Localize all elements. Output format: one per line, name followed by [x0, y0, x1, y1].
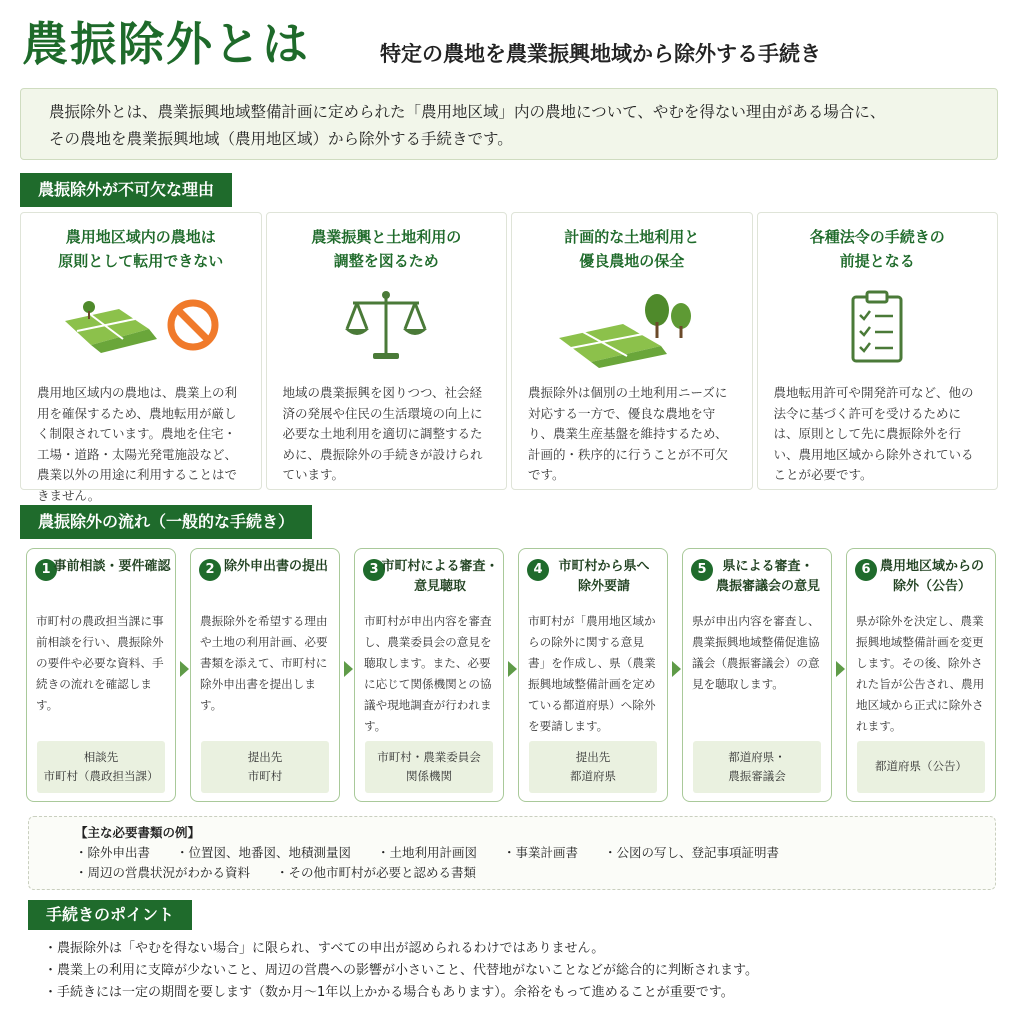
step-number: 6: [855, 559, 877, 581]
reasons-grid: [20, 212, 998, 503]
intro-line-2: その農地を農業振興地域（農用地区域）から除外する手続きです。: [49, 130, 513, 148]
clipboard-checklist-icon: [774, 281, 982, 373]
point-item: ・農業上の利用に支障が少ないこと、周辺の営農への影響が小さいこと、代替地がないことなどが総合的に判断されます。: [44, 963, 758, 978]
point-item: ・手続きには一定の期間を要します（数か月〜1年以上かかる場合もあります）。余裕をもって進めることが重要です。: [44, 985, 734, 1000]
flow-step: [682, 548, 832, 802]
step-contact: 相談先 市町村（農政担当課）: [37, 741, 165, 793]
reason-card: [266, 212, 508, 490]
page-title: 農振除外とは: [22, 17, 310, 71]
reason-title: 農用地区域内の農地は 原則として転用できない: [58, 228, 224, 270]
arrow-right-icon: [672, 661, 681, 677]
step-contact: 都道府県（公告）: [857, 741, 985, 793]
reason-title: 各種法令の手続きの 前提となる: [809, 228, 945, 270]
documents-row: [75, 863, 949, 883]
step-number: 4: [527, 559, 549, 581]
step-contact: 提出先 市町村: [201, 741, 329, 793]
step-title: 市町村から県へ 除外要請: [558, 559, 650, 594]
document-item: ・除外申出書: [75, 845, 151, 860]
page-subtitle: 特定の農地を農業振興地域から除外する手続き: [380, 42, 821, 66]
document-item: ・公図の写し、登記事項証明書: [604, 845, 780, 860]
arrow-right-icon: [344, 661, 353, 677]
intro-line-1: 農振除外とは、農業振興地域整備計画に定められた「農用地区域」内の農地について、やむを得ない理由がある場合に、: [49, 103, 886, 121]
step-contact: 都道府県・ 農振審議会: [693, 741, 821, 793]
step-number: 1: [35, 559, 57, 581]
reason-title: 計画的な土地利用と 優良農地の保全: [564, 228, 700, 270]
arrow-right-icon: [508, 661, 517, 677]
step-text: 市町村が「農用地区域からの除外に関する意見書」を作成し、県（農業振興地域整備計画を定めている都道府県）へ除外を要請します。: [528, 614, 656, 733]
reason-card: [757, 212, 999, 490]
flow-step: [518, 548, 668, 802]
document-item: ・位置図、地番図、地積測量図: [176, 845, 352, 860]
document-item: ・事業計画書: [503, 845, 579, 860]
points-section-label: 手続きのポイント: [28, 900, 192, 930]
field-with-trees-icon: [528, 281, 736, 373]
step-text: 農振除外を希望する理由や土地の利用計画、必要書類を添えて、市町村に除外申出書を提出します。: [200, 614, 328, 712]
points-list: [44, 938, 994, 1004]
reason-text: 農振除外は個別の土地利用ニーズに対応する一方で、優良な農地を守り、農業生産基盤を維持するため、計画的・秩序的に行うことが不可欠です。: [528, 385, 729, 482]
reason-card: [20, 212, 262, 503]
arrow-right-icon: [836, 661, 845, 677]
arrow-right-icon: [180, 661, 189, 677]
flow-section-label: 農振除外の流れ（一般的な手続き）: [20, 505, 312, 539]
documents-title: 【主な必要書類の例】: [75, 825, 201, 840]
step-contact: 市町村・農業委員会 関係機関: [365, 741, 493, 793]
step-text: 県が除外を決定し、農業振興地域整備計画を変更します。その後、除外された旨が公告され、農用地区域から正式に除外されます。: [856, 614, 985, 733]
flow-step: [190, 548, 340, 802]
step-number: 5: [691, 559, 713, 581]
step-text: 市町村が申出内容を審査し、農業委員会の意見を聴取します。また、必要に応じて関係機関との協議や現地調査が行われます。: [364, 614, 492, 733]
reason-text: 農地転用許可や開発許可など、他の法令に基づく許可を受けるためには、原則として先に農振除外を行い、農用地区域から除外されていることが必要です。: [773, 385, 974, 482]
document-item: ・土地利用計画図: [377, 845, 478, 860]
step-text: 県が申出内容を審査し、農業振興地域整備促進協議会（農振審議会）の意見を聴取します。: [692, 614, 820, 691]
balance-scale-icon: [283, 281, 491, 373]
page-header: [22, 14, 1002, 78]
flow-steps: [26, 548, 998, 803]
document-item: ・周辺の営農状況がわかる資料: [75, 865, 251, 880]
flow-step: [26, 548, 176, 802]
step-title: 市町村による審査・ 意見聴取: [381, 559, 499, 594]
step-number: 3: [363, 559, 385, 581]
step-text: 市町村の農政担当課に事前相談を行い、農振除外の要件や必要な資料、手続きの流れを確認します。: [36, 614, 164, 712]
required-documents-box: [28, 816, 996, 890]
step-number: 2: [199, 559, 221, 581]
step-title: 農用地区域からの 除外（公告）: [879, 559, 984, 594]
flow-step: [846, 548, 996, 802]
flow-step: [354, 548, 504, 802]
step-title: 事前相談・要件確認: [53, 559, 171, 574]
documents-row: [75, 843, 949, 863]
reasons-section-label: 農振除外が不可欠な理由: [20, 173, 232, 207]
reason-text: 農用地区域内の農地は、農業上の利用を確保するため、農地転用が厳しく制限されています。農地を住宅・工場・道路・太陽光発電施設など、農業以外の用途に利用することはできません。: [37, 385, 238, 503]
step-contact: 提出先 都道府県: [529, 741, 657, 793]
point-item: ・農振除外は「やむを得ない場合」に限られ、すべての申出が認められるわけではありません。: [44, 941, 605, 956]
reason-text: 地域の農業振興を図りつつ、社会経済の発展や住民の生活環境の向上に必要な土地利用を適切に調整するために、農振除外の手続きが設けられています。: [282, 385, 483, 482]
intro-box: [20, 88, 998, 160]
reason-title: 農業振興と土地利用の 調整を図るため: [311, 228, 462, 270]
step-title: 除外申出書の提出: [223, 559, 328, 574]
reason-card: [511, 212, 753, 490]
step-title: 県による審査・ 農振審議会の意見: [715, 559, 820, 594]
field-with-prohibition-icon: [37, 281, 245, 373]
document-item: ・その他市町村が必要と認める書類: [276, 865, 477, 880]
